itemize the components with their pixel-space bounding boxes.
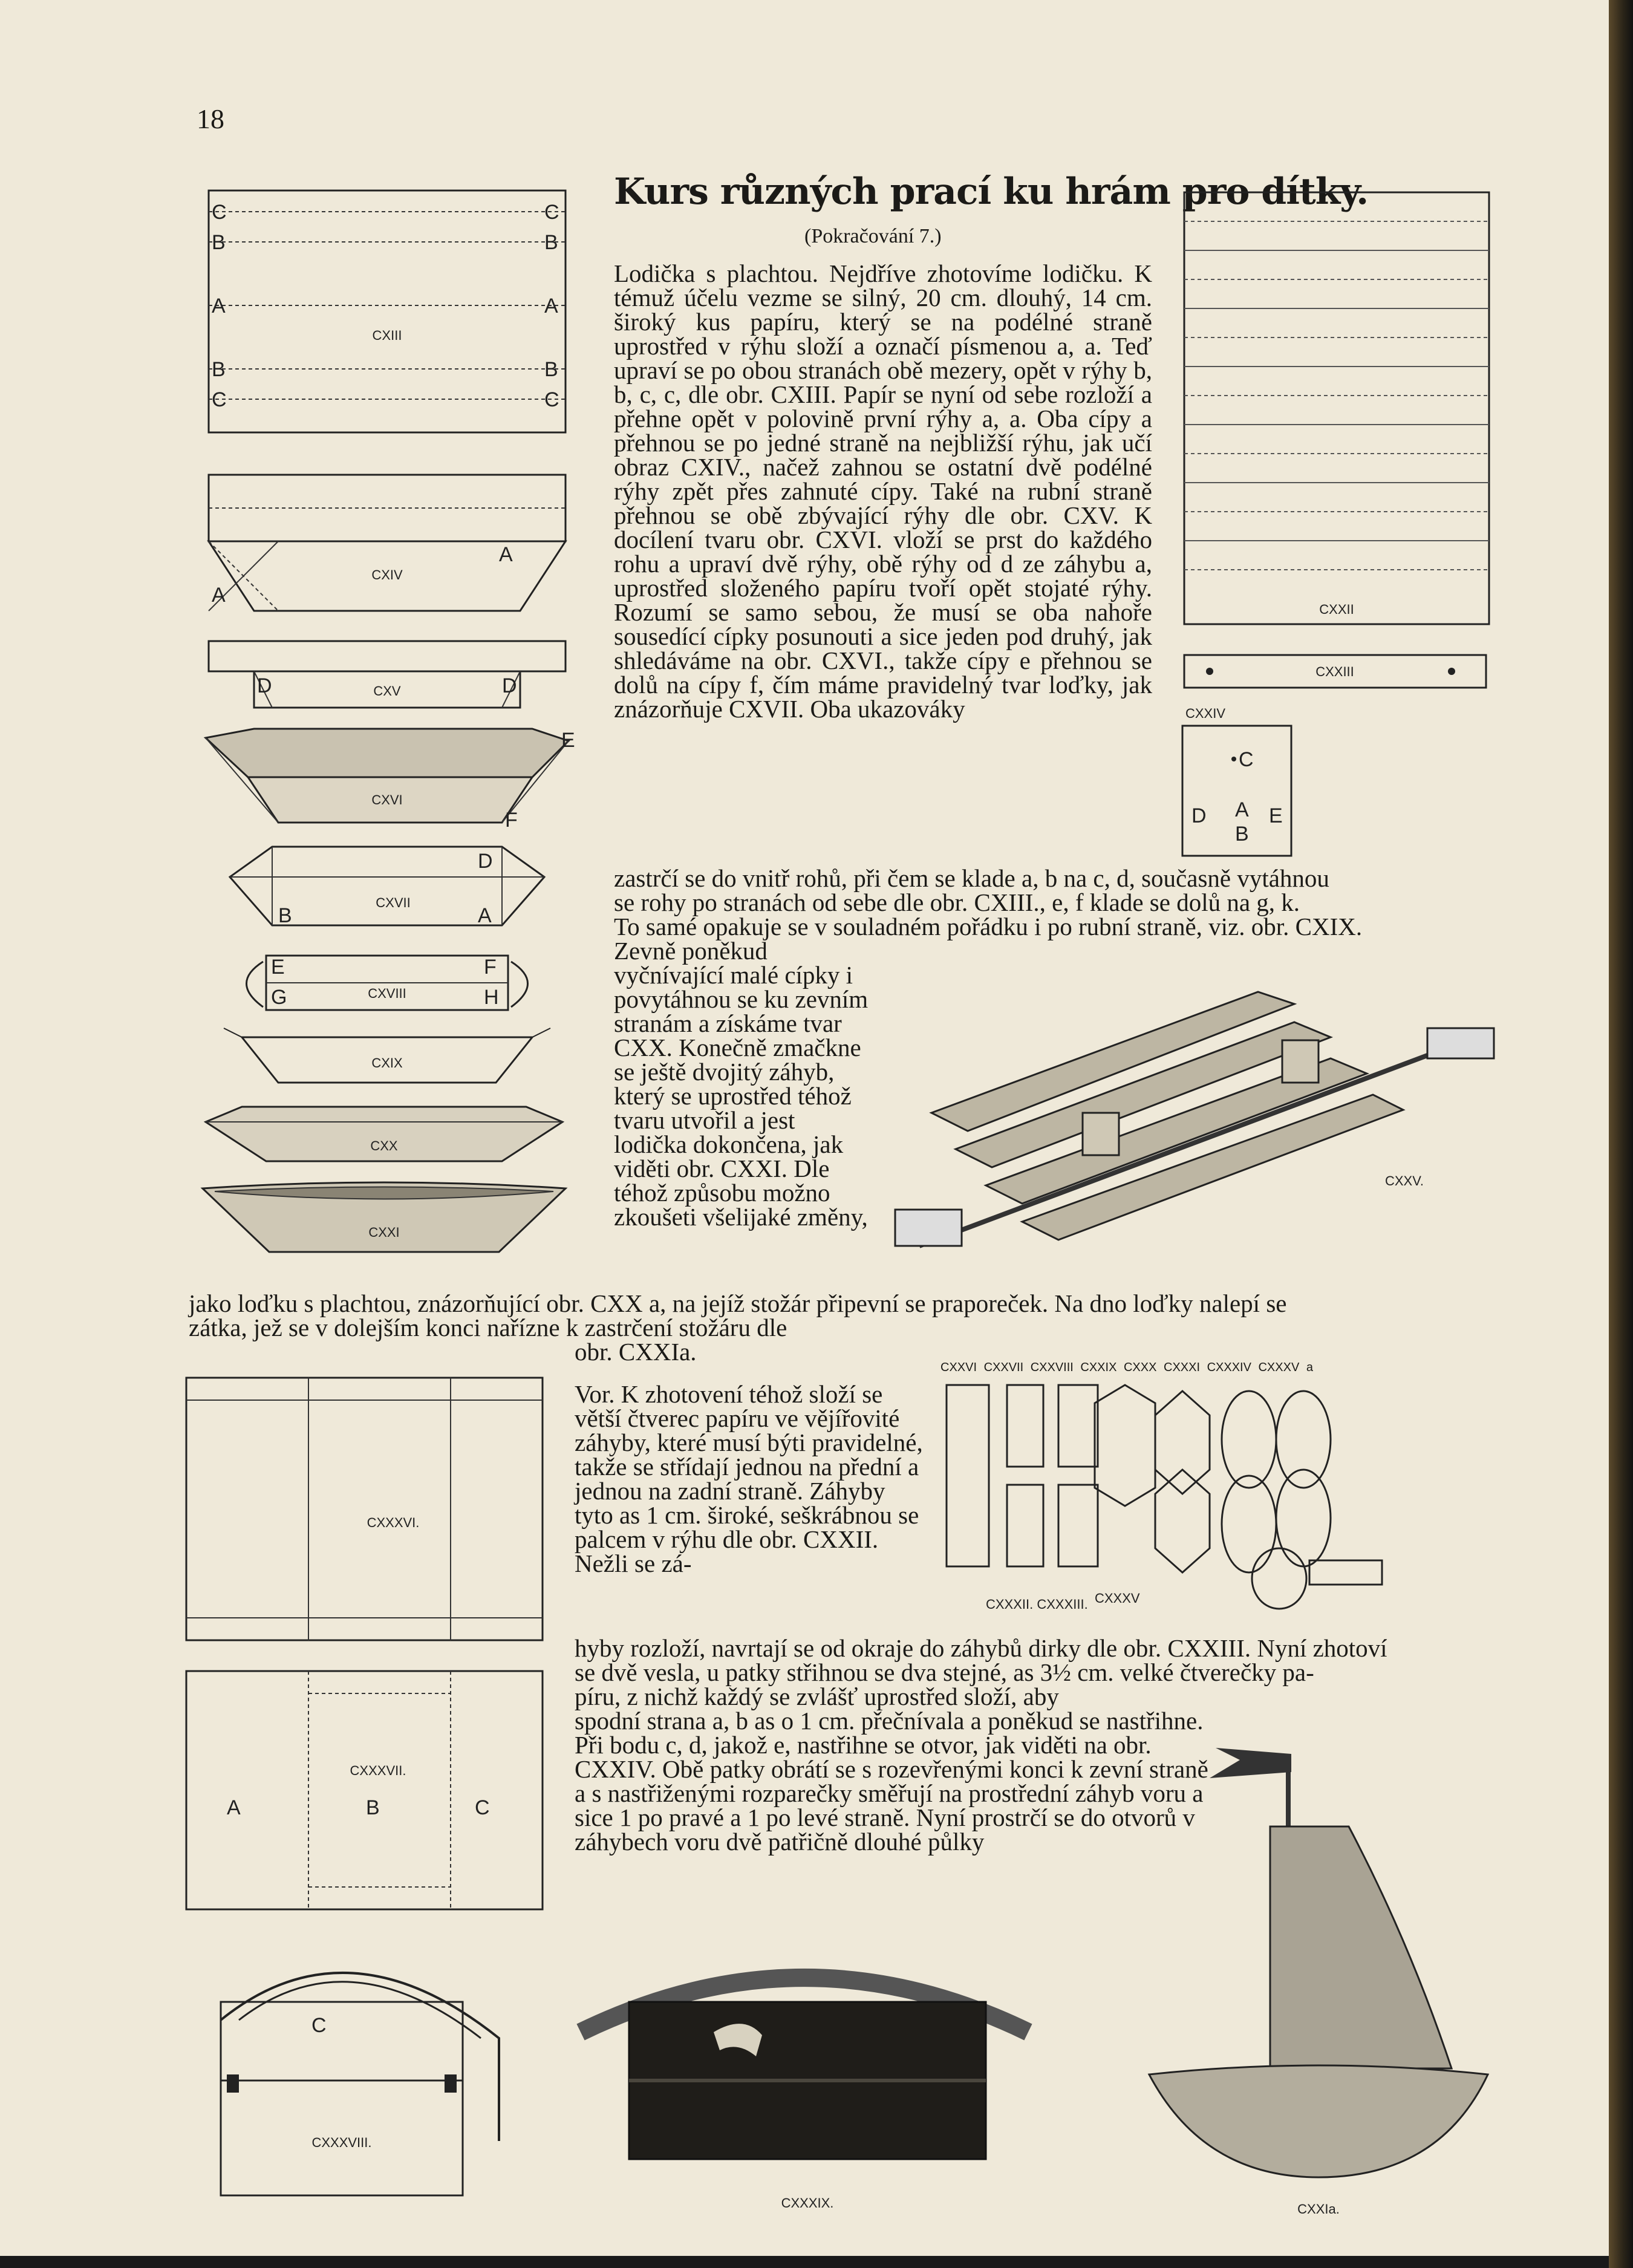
figure-cxvii	[224, 841, 562, 931]
caption-cxv: CXV	[373, 683, 401, 699]
label-b: B	[278, 904, 292, 927]
article-subtitle: (Pokračování 7.)	[804, 225, 942, 247]
label-c: C	[475, 1796, 490, 1819]
caption-cxxi: CXXI	[368, 1225, 400, 1240]
figure-cxxii	[1182, 191, 1491, 626]
caption-cxx: CXX	[370, 1138, 398, 1153]
caption-cxviii: CXVIII	[368, 986, 406, 1001]
figure-cxxv	[883, 968, 1512, 1270]
label-d: D	[1191, 804, 1207, 827]
label-e: E	[271, 956, 285, 979]
caption-bottom: CXXXII. CXXXIII.	[986, 1597, 1088, 1612]
label-b: B	[544, 231, 558, 254]
text-line: jako loďku s plachtou, znázorňující obr. CXX a, na jejíž stožár připevní se praporeček. Na dno loďky nalepí se	[189, 1289, 1287, 1317]
caption-cxxxv: CXXXV	[1095, 1591, 1140, 1606]
label-a: A	[544, 295, 558, 318]
label-a: A	[212, 295, 226, 318]
label-h: H	[484, 986, 499, 1009]
figure-cxxxviii	[184, 1941, 523, 2201]
paragraph-raft-cont: spodní strana a, b as o 1 cm. přečnívala a poněkud se nastřihne. Při bodu c, d, jakož e, nastřihne se otvor, jak viděti na obr. CXXIV. Obě patky obrátí se s rozevřenými konci k zevní straně a s nastřiženými rozparečky směřují na prostřední záhyb voru a sice 1 po pravé a 1 po levé straně. Nyní prostrčí se do otvorů v záhybech voru dvě patřičně dlouhé půlky	[575, 1707, 1208, 1856]
label-b: B	[1235, 823, 1249, 846]
page-number: 18	[197, 103, 224, 134]
caption-cxix: CXIX	[371, 1055, 403, 1070]
label-a: A	[478, 904, 492, 927]
article-title: Kurs různých prací ku hrám pro dítky.	[614, 171, 1369, 213]
caption-cxxxix: CXXXIX.	[781, 2195, 834, 2211]
figure-cxxiii	[1182, 653, 1488, 689]
figure-cxxiv	[1179, 705, 1294, 859]
label-d: D	[257, 674, 272, 697]
label-b: B	[366, 1796, 380, 1819]
label-c: C	[1239, 748, 1254, 771]
label-f: F	[505, 809, 518, 832]
figure-cxiii	[206, 187, 569, 435]
label-d: D	[478, 850, 493, 873]
label-e: E	[561, 729, 575, 752]
label-a: A	[227, 1796, 241, 1819]
caption-cxiv: CXIV	[371, 567, 403, 582]
page-edge	[1609, 0, 1633, 2268]
caption-cxiii: CXIII	[372, 328, 402, 343]
label-c: C	[212, 388, 227, 411]
label-a: A	[499, 543, 513, 566]
figure-cxviii	[230, 950, 544, 1016]
label-a: A	[212, 584, 226, 607]
label-f: F	[484, 956, 497, 979]
label-e: E	[1269, 804, 1283, 827]
text-line: hyby rozloží, navrtají se od okraje do záhybů dirky dle obr. CXXIII. Nyní zhotoví	[575, 1634, 1387, 1662]
text-line: se dvě vesla, u patky střihnou se dva stejné, as 3½ cm. velké čtverečky pa-	[575, 1658, 1314, 1686]
caption-cxxv: CXXV.	[1385, 1173, 1424, 1188]
caption-cxxxvii: CXXXVII.	[350, 1763, 406, 1778]
figure-cxx	[200, 1101, 569, 1167]
figure-row-captions: CXXVI CXXVII CXXVIII CXXIX CXXX CXXXI CXXXIV CXXXV a	[940, 1361, 1313, 1374]
caption-cxvii: CXVII	[376, 895, 411, 910]
label-c: C	[544, 388, 559, 411]
label-g: G	[271, 986, 287, 1009]
figure-cxv	[206, 638, 569, 711]
label-d: D	[502, 674, 517, 697]
figure-cxxi	[197, 1176, 572, 1258]
label-b: B	[212, 231, 226, 254]
label-c: C	[212, 201, 227, 224]
label-c: C	[544, 201, 559, 224]
text-line: píru, z nichž každý se zvlášť uprostřed složí, aby	[575, 1683, 1059, 1710]
text-line: zátka, jež se v dolejším konci nařízne k zastrčení stožáru dle	[189, 1314, 787, 1341]
caption-cxxii: CXXII	[1319, 602, 1354, 617]
label-c: C	[311, 2014, 327, 2037]
figure-cxxxix	[562, 1935, 1052, 2220]
figure-cxvi	[194, 723, 581, 832]
figure-chain-row	[940, 1379, 1485, 1615]
figure-cxxia	[1125, 1730, 1500, 2226]
caption-cxxia: CXXIa.	[1297, 2201, 1340, 2217]
figure-cxiv	[206, 472, 569, 617]
caption-cxxxvi: CXXXVI.	[367, 1515, 420, 1530]
paragraph-raft: Vor. K zhotovení téhož složí se větší čtverec papíru ve vějířovité záhyby, které musí býti pravidelné, takže se střídají jednou na přední a jednou na zadní straně. Záhyby tyto as 1 cm. široké, seškrábnou se palcem v rýhu dle obr. CXXII. Nežli se zá-	[575, 1380, 923, 1577]
text-line: To samé opakuje se v souladném pořádku i po rubní straně, viz. obr. CXIX.	[614, 913, 1363, 940]
paragraph-boat: Lodička s plachtou. Nejdříve zhotovíme lodičku. K témuž účelu vezme se silný, 20 cm. dlouhý, 14 cm. široký kus papíru, který se na podélné straně uprostřed v rýhu složí a označí písmenou a, a. Teď upraví se po obou stranách obě mezery, opět v rýhy b, b, c, c, dle obr. CXIII. Papír se nyní od sebe rozloží a přehne opět v polovině první rýhy a, a. Oba cípy a přehnou se po jedné straně na nejbližší rýhu, jak učí obraz CXIV., načež zahnou se ostatní dvě podélné rýhy zpět přes zahnuté cípy. Také na rubní straně přehnou se obě zbývající rýhy dle obr. CXV. K docílení tvaru obr. CXVI. vloží se prst do každého rohu a upraví dvě rýhy, obě rýhy od d ze záhybu a, uprostřed složeného papíru tvoří opět stojaté rýhy. Rozumí se samo sebou, že musí se oba nahoře sousedící cípky posunouti a sice jeden pod druhý, jak shledáváme na obr. CXVI., takže cípy e přehnou se dolů na cípy f, čím máme pravidelný tvar loďky, jak znázorňuje CXVII. Oba ukazováky	[614, 259, 1152, 723]
label-a: A	[1235, 798, 1249, 821]
paragraph-narrow: Zevně poněkud vyčnívající malé cípky i povytáhnou se ku zevním stranám a získáme tvar CXX. Konečně zmačkne se ještě dvojitý záhyb, který se uprostřed téhož tvaru utvořil a jest lodička dokončena, jak viděti obr. CXXI. Dle téhož způsobu možno zkoušeti všelijaké změny,	[614, 937, 869, 1231]
label-b: B	[544, 358, 558, 381]
text-line: obr. CXXIa.	[575, 1338, 697, 1366]
figure-cxxxvi	[184, 1376, 544, 1642]
caption-cxvi: CXVI	[371, 792, 403, 807]
caption-cxxiii: CXXIII	[1315, 664, 1354, 679]
label-b: B	[212, 358, 226, 381]
caption-cxxxviii: CXXXVIII.	[311, 2135, 372, 2150]
figure-cxxxvii	[184, 1669, 544, 1911]
text-line: se rohy po stranách od sebe dle obr. CXIII., e, f klade se dolů na g, k.	[614, 888, 1300, 916]
caption-cxxiv: CXXIV	[1185, 706, 1226, 721]
figure-cxix	[218, 1028, 556, 1089]
text-line: zastrčí se do vnitř rohů, při čem se klade a, b na c, d, současně vytáhnou	[614, 864, 1329, 892]
